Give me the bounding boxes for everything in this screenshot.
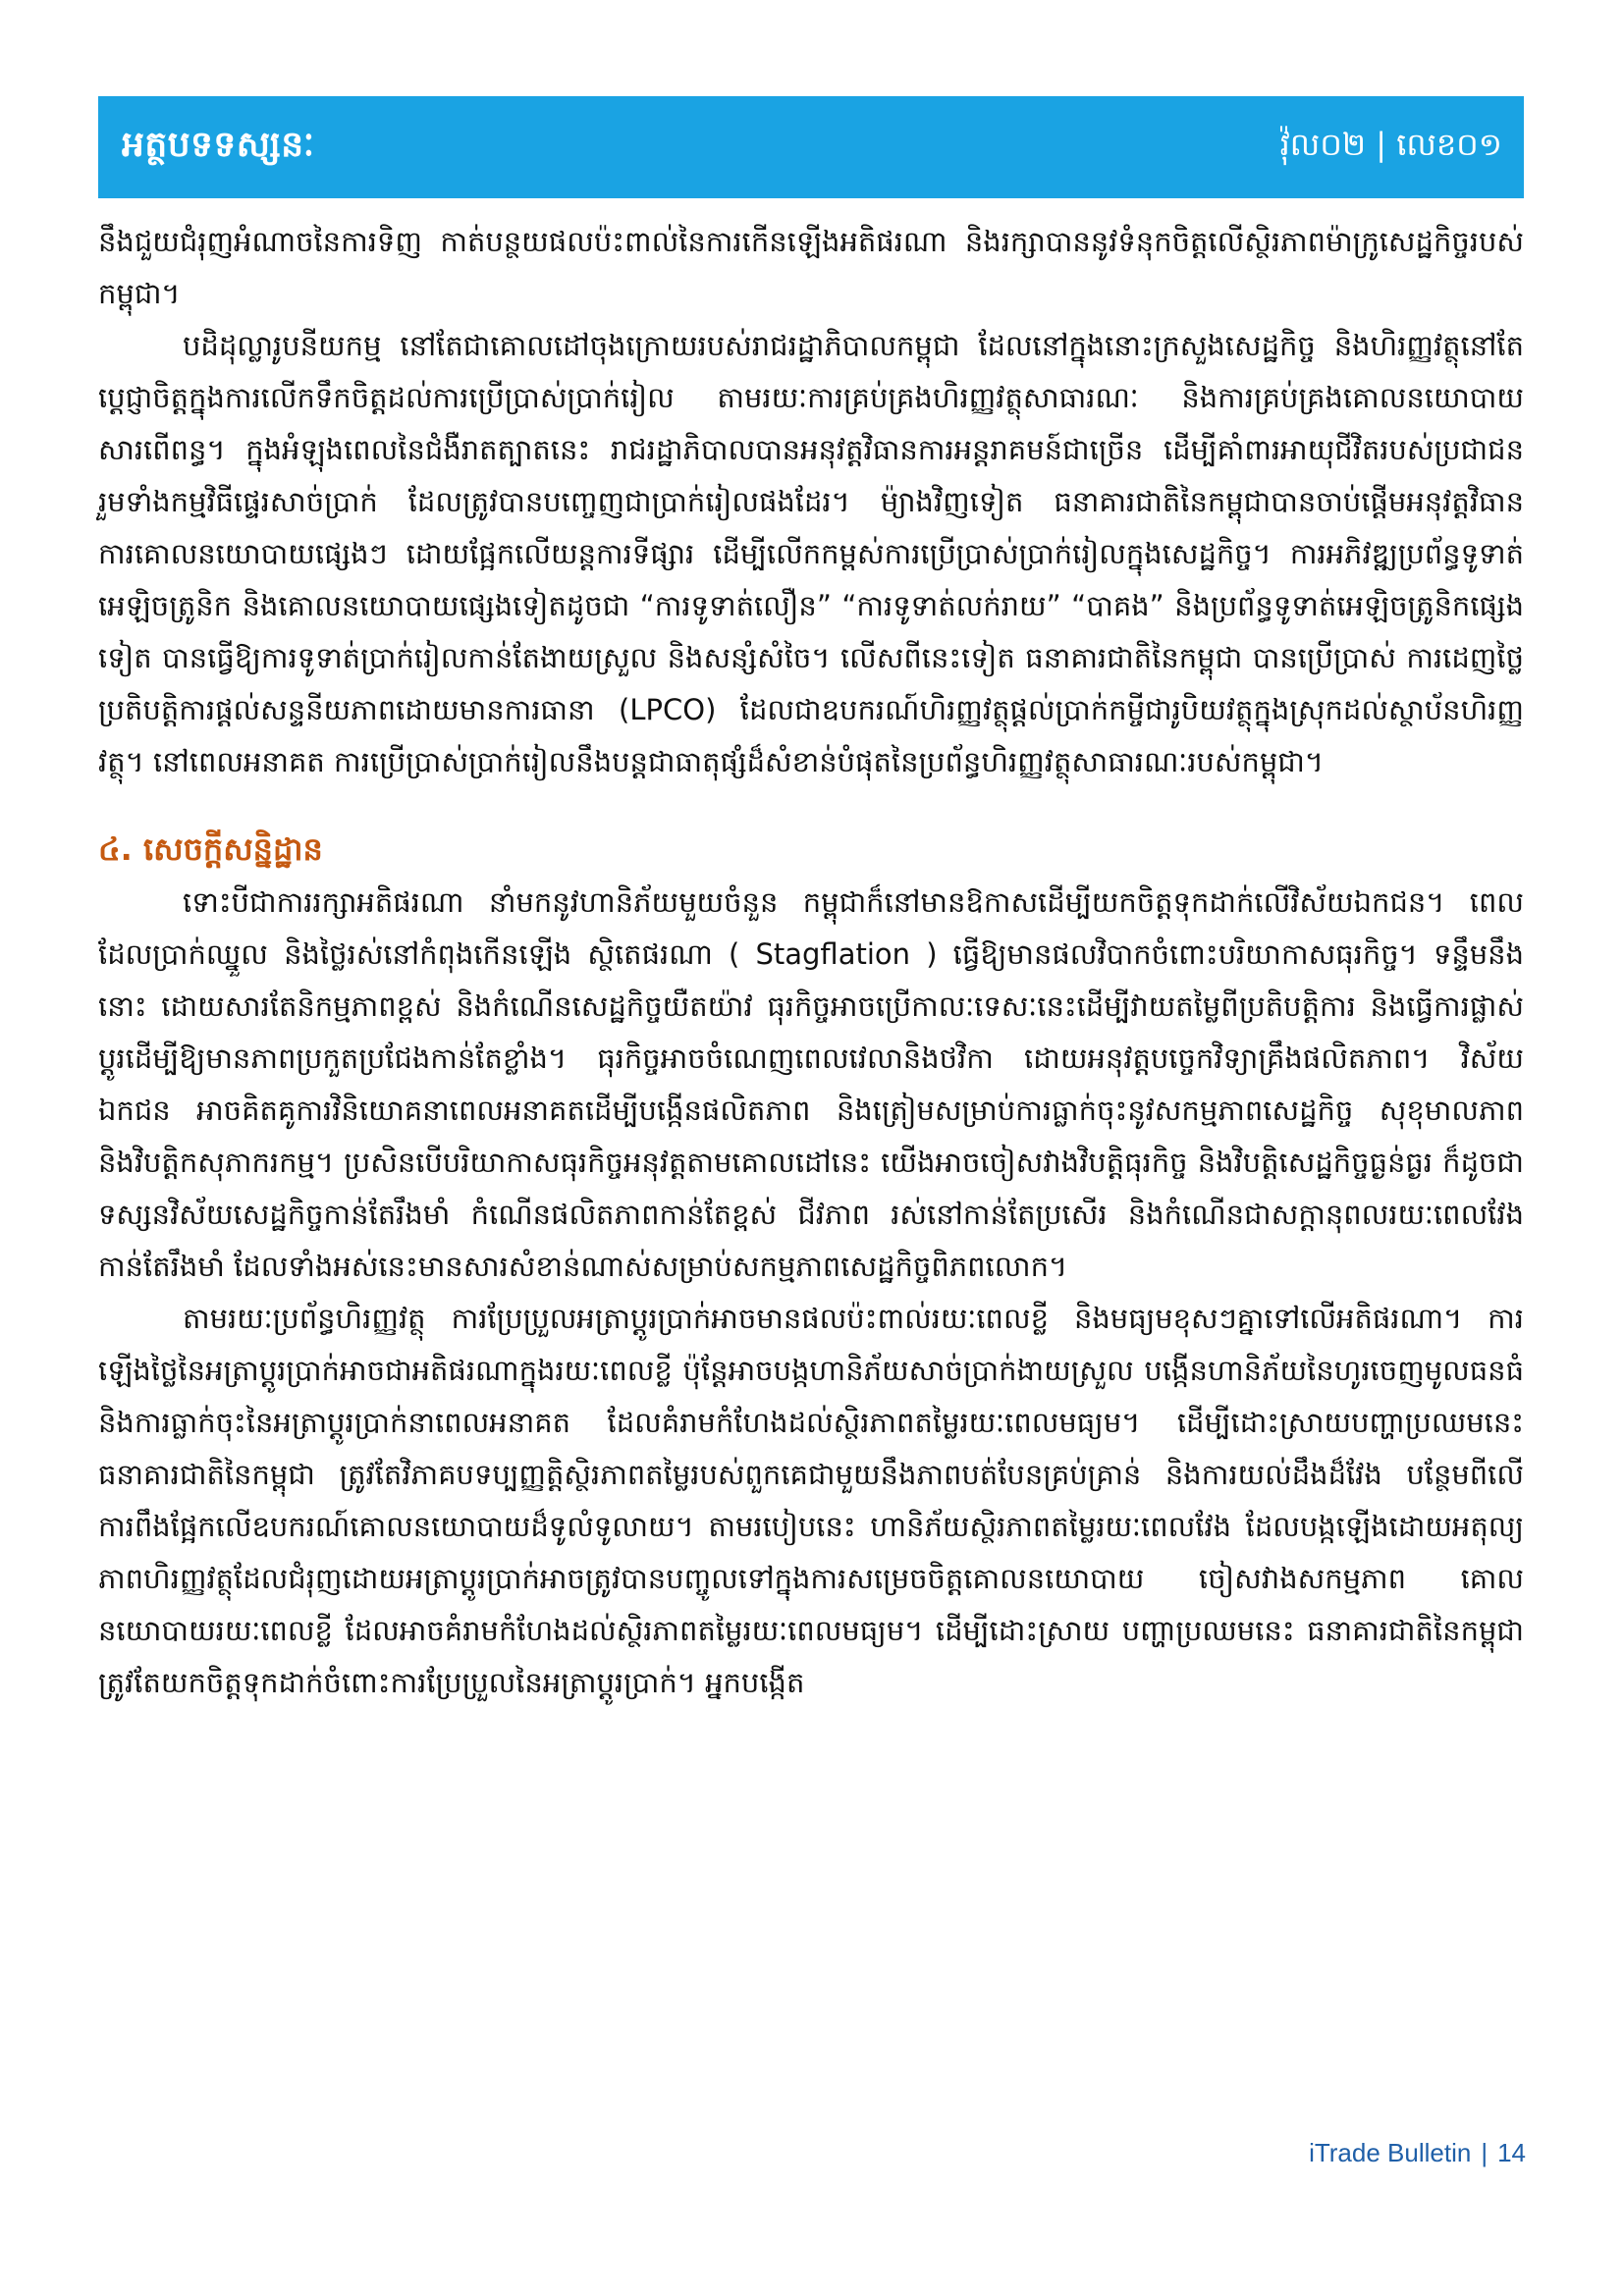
article-body [98,216,1524,1709]
header-title: អត្ថបទទស្សនៈ [122,124,315,165]
page-footer [1309,2138,1526,2168]
footer-separator: | [1481,2138,1489,2167]
paragraph: នឹងជួយជំរុញអំណាចនៃការទិញ កាត់បន្ថយផលប៉ះពាល់នៃការកើនឡើងអតិផរណា និងរក្សាបាននូវទំនុកចិត្តលើស្ថិរភាពម៉ាក្រូសេដ្ឋកិច្ចរបស់កម្ពុជា។ [98,225,1524,310]
paragraph: តាមរយៈប្រព័ន្ធហិរញ្ញវត្ថុ ការប្រែប្រួលអត្រាប្ដូរប្រាក់អាចមានផលប៉ះពាល់រយៈពេលខ្លី និងមធ្យមខុសៗគ្នាទៅលើអតិផរណា។ ការឡើងថ្លៃនៃអត្រាប្ដូរប្រាក់អាចជាអតិផរណាក្នុងរយៈពេលខ្លី ប៉ុន្តែអាចបង្កហានិភ័យសាច់ប្រាក់ងាយស្រួល បង្កើនហានិភ័យនៃហូរចេញមូលធនធំ និងការធ្លាក់ចុះនៃអត្រាប្ដូរប្រាក់នាពេលអនាគត ដែលគំរាមកំហែងដល់ស្ថិរភាពតម្លៃរយៈពេលមធ្យម។ ដើម្បីដោះស្រាយបញ្ហាប្រឈមនេះ ធនាគារជាតិនៃកម្ពុជា ត្រូវតែវិភាគបទប្បញ្ញត្តិស្ថិរភាពតម្លៃរបស់ពួកគេជាមួយនឹងភាពបត់បែនគ្រប់គ្រាន់ និងការយល់ដឹងដ៏វែង បន្ថែមពីលើការពឹងផ្អែកលើឧបករណ៍គោលនយោបាយដ៏ទូលំទូលាយ។ តាមរបៀបនេះ ហានិភ័យស្ថិរភាពតម្លៃរយៈពេលវែង ដែលបង្កឡើងដោយអតុល្យភាពហិរញ្ញវត្ថុដែលជំរុញដោយអត្រាប្ដូរប្រាក់អាចត្រូវបានបញ្ចូលទៅក្នុងការសម្រេចចិត្តគោលនយោបាយ ចៀសវាងសកម្មភាព គោលនយោបាយរយៈពេលខ្លី ដែលអាចគំរាមកំហែងដល់ស្ថិរភាពតម្លៃរយៈពេលមធ្យម។ ដើម្បីដោះស្រាយ បញ្ហាប្រឈមនេះ ធនាគារជាតិនៃកម្ពុជា ត្រូវតែយកចិត្តទុកដាក់ចំពោះការប្រែប្រួលនៃអត្រាប្ដូរប្រាក់។ អ្នកបង្កើត [98,1302,1524,1699]
page-number: 14 [1497,2138,1526,2167]
header-bar [98,96,1524,198]
publication-name: iTrade Bulletin [1309,2138,1472,2167]
paragraph: ទោះបីជាការរក្សាអតិផរណា នាំមកនូវហានិភ័យមួយចំនួន កម្ពុជាក៏នៅមានឱកាសដើម្បីយកចិត្តទុកដាក់លើវិស័យឯកជន។ ពេលដែលប្រាក់ឈ្នួល និងថ្លៃរស់នៅកំពុងកើនឡើង ស្ថិតេផរណា ( Stagflation ) ធ្វើឱ្យមានផលវិបាកចំពោះបរិយាកាសធុរកិច្ច។ ទន្ទឹមនឹងនោះ ដោយសារតែនិកម្មភាពខ្ពស់ និងកំណើនសេដ្ឋកិច្ចយឺតយ៉ាវ ធុរកិច្ចអាចប្រើកាលៈទេសៈនេះដើម្បីវាយតម្លៃពីប្រតិបត្តិការ និងធ្វើការផ្លាស់ប្ដូរដើម្បីឱ្យមានភាពប្រកួតប្រជែងកាន់តែខ្លាំង។ ធុរកិច្ចអាចចំណេញពេលវេលានិងថវិកា ដោយអនុវត្តបច្ចេកវិទ្យាគ្រឹងផលិតភាព។ វិស័យឯកជន អាចគិតគូការវិនិយោគនាពេលអនាគតដើម្បីបង្កើនផលិតភាព និងត្រៀមសម្រាប់ការធ្លាក់ចុះនូវសកម្មភាពសេដ្ឋកិច្ច សុខុមាលភាព និងវិបត្តិកសុភាករកម្ម។ ប្រសិនបើបរិយាកាសធុរកិច្ចអនុវត្តតាមគោលដៅនេះ យើងអាចចៀសវាងវិបត្តិធុរកិច្ច និងវិបត្តិសេដ្ឋកិច្ចធ្ងន់ធ្ងរ ក៏ដូចជាទស្សនវិស័យសេដ្ឋកិច្ចកាន់តែរឹងមាំ កំណើនផលិតភាពកាន់តែខ្ពស់ ជីវភាព រស់នៅកាន់តែប្រសើរ និងកំណើនជាសក្ដានុពលរយៈពេលវែងកាន់តែរឹងមាំ ដែលទាំងអស់នេះមានសារសំខាន់ណាស់សម្រាប់សកម្មភាពសេដ្ឋកិច្ចពិភពលោក។ [98,885,1524,1283]
section-heading: ៤. សេចក្ដីសន្និដ្ឋាន [98,830,323,868]
header-issue: វ៉ុល០២ | លេខ០១ [1279,125,1502,163]
paragraph: បដិដុល្លារូបនីយកម្ម នៅតែជាគោលដៅចុងក្រោយរបស់រាជរដ្ឋាភិបាលកម្ពុជា ដែលនៅក្នុងនោះក្រសួងសេដ្ឋកិច្ច និងហិរញ្ញវត្ថុនៅតែប្ដេជ្ញាចិត្តក្នុងការលើកទឹកចិត្តដល់ការប្រើប្រាស់ប្រាក់រៀល តាមរយៈការគ្រប់គ្រងហិរញ្ញវត្ថុសាធារណៈ និងការគ្រប់គ្រងគោលនយោបាយសារពើពន្ធ។ ក្នុងអំឡុងពេលនៃជំងឺរាតត្បាតនេះ រាជរដ្ឋាភិបាលបានអនុវត្តវិធានការអន្តរាគមន៍ជាច្រើន ដើម្បីគាំពារអាយុជីវិតរបស់ប្រជាជន រួមទាំងកម្មវិធីផ្ទេរសាច់ប្រាក់ ដែលត្រូវបានបញ្ចេញជាប្រាក់រៀលផងដែរ។ ម៉្យាងវិញទៀត ធនាគារជាតិនៃកម្ពុជាបានចាប់ផ្ដើមអនុវត្តវិធានការគោលនយោបាយផ្សេងៗ ដោយផ្អែកលើយន្តការទីផ្សារ ដើម្បីលើកកម្ពស់ការប្រើប្រាស់ប្រាក់រៀលក្នុងសេដ្ឋកិច្ច។ ការអភិវឌ្ឍប្រព័ន្ធទូទាត់អេឡិចត្រូនិក និងគោលនយោបាយផ្សេងទៀតដូចជា “ការទូទាត់លឿន” “ការទូទាត់លក់រាយ” “បាគង” និងប្រព័ន្ធទូទាត់អេឡិចត្រូនិកផ្សេងទៀត បានធ្វើឱ្យការទូទាត់ប្រាក់រៀលកាន់តែងាយស្រួល និងសន្សំសំចៃ។ លើសពីនេះទៀត ធនាគារជាតិនៃកម្ពុជា បានប្រើប្រាស់ ការដេញថ្លៃប្រតិបត្តិការផ្ដល់សន្ទនីយភាពដោយមានការធានា (LPCO) ដែលជាឧបករណ៍ហិរញ្ញវត្ថុផ្ដល់ប្រាក់កម្ចីជារូបិយវត្ថុក្នុងស្រុកដល់ស្ថាប័នហិរញ្ញវត្ថុ។ នៅពេលអនាគត ការប្រើប្រាស់ប្រាក់រៀលនឹងបន្តជាធាតុផ្សំដ៏សំខាន់បំផុតនៃប្រព័ន្ធហិរញ្ញវត្ថុសាធារណៈរបស់កម្ពុជា។ [98,329,1524,778]
